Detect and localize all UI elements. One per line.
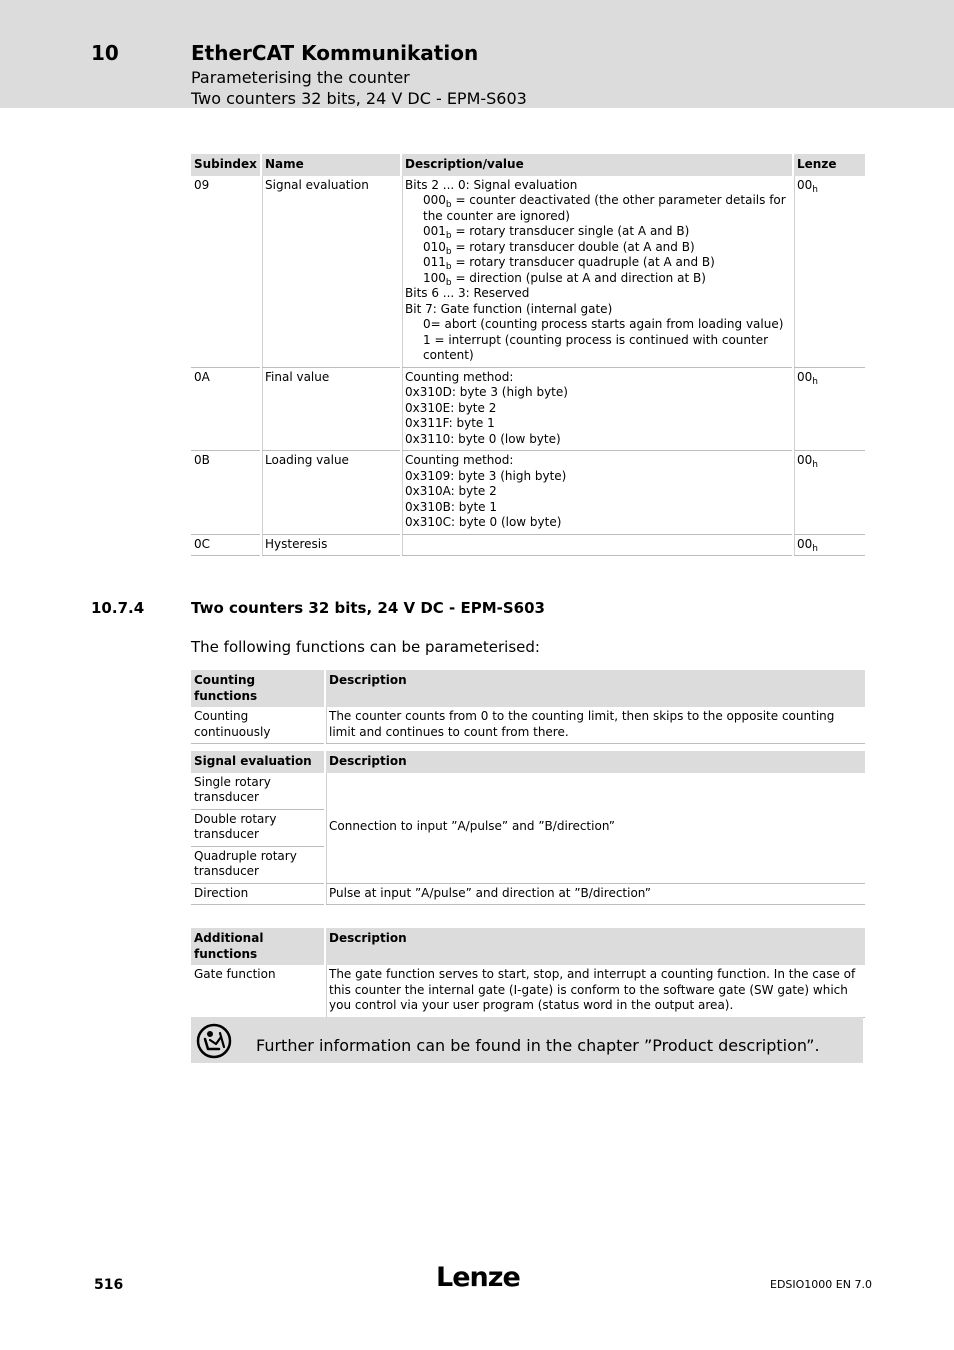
note-text: Further information can be found in the chapter ”Product description”. [256,1036,820,1055]
name-cell: Final value [261,367,401,451]
column-header: Name [261,154,401,176]
info-note [191,1017,863,1063]
column-header: Subindex [191,154,261,176]
table-header-row [191,751,865,773]
signal-evaluation-table [191,751,865,905]
description-cell: The counter counts from 0 to the counting limit, then skips to the opposite counting limit and continues to count from there. [325,707,865,744]
description-cell: Pulse at input ”A/pulse” and direction at ”B/direction” [325,883,865,905]
page-number: 516 [94,1277,124,1293]
desc-line: 0= abort (counting process starts again from loading value) [423,317,784,331]
desc-line: 1 = interrupt (counting process is continued with counter content) [423,332,769,362]
lenze-logo: Lenze [436,1262,520,1293]
lenze-cell: $00_h$ [793,176,865,368]
desc-line: Bits 6 ... 3: Reserved [405,286,530,300]
function-name-cell: Counting continuously [191,707,325,744]
name-cell: Loading value [261,451,401,535]
desc-line: $001_b$ = rotary transducer single (at A and B) [423,224,690,241]
desc-line: $100_b$ = direction (pulse at A and direction at B) [423,270,706,288]
description-cell: Counting method: 0x3109: byte 3 (high byte) 0x310A: byte 2 0x310B: byte 1 0x310C: byte 0 (low byte) [401,451,793,535]
desc-line: $010_b$ = rotary transducer double (at A and B) [423,239,695,257]
additional-functions-table [191,928,865,1018]
subindex-cell: 0C [191,534,261,556]
parameter-table [191,154,865,556]
lenze-cell: $00_h$ [793,367,865,451]
description-cell [401,176,793,368]
table-row [191,965,865,1017]
header-subtitle-2: Two counters 32 bits, 24 V DC - EPM-S603 [191,89,527,108]
signal-name-cell: Direction [191,883,325,905]
table-row [191,773,865,810]
column-header: Description [325,928,865,965]
lenze-cell: $00_h$ [793,451,865,535]
column-header: Counting functions [191,670,325,707]
name-cell: Hysteresis [261,534,401,556]
subindex-cell: 0A [191,367,261,451]
section-number: 10.7.4 [91,599,145,617]
counting-functions-table [191,670,865,744]
intro-text: The following functions can be parameterised: [191,638,540,656]
table-row [191,883,865,905]
merged-description-cell: Connection to input ”A/pulse” and ”B/direction” [325,773,865,884]
chapter-title: EtherCAT Kommunikation [191,41,479,65]
column-header: Description/value [401,154,793,176]
table-row [191,534,865,556]
function-name-cell: Gate function [191,965,325,1017]
desc-line: $000_b$ = counter deactivated (the other parameter details for the counter are ignored) [423,193,786,223]
subindex-cell: 09 [191,176,261,368]
header-subtitle-1: Parameterising the counter [191,68,410,87]
table-header-row [191,154,865,176]
reading-person-icon [196,1023,232,1059]
column-header: Additional functions [191,928,325,965]
chapter-number: 10 [91,41,119,65]
table-header-row [191,670,865,707]
desc-line: Bits 2 ... 0: Signal evaluation [405,177,578,192]
signal-name-cell: Single rotary transducer [191,773,325,810]
table-row [191,451,865,535]
description-cell: The gate function serves to start, stop, and interrupt a counting function. In the case of this counter the internal gate (I-gate) is conform to the software gate (SW gate) which you control via your user program (status word in the output area). [325,965,865,1017]
signal-name-cell: Quadruple rotary transducer [191,846,325,883]
table-row [191,367,865,451]
description-cell: Counting method: 0x310D: byte 3 (high byte) 0x310E: byte 2 0x311F: byte 1 0x3110: byte 0 (low byte) [401,367,793,451]
column-header: Signal evaluation [191,751,325,773]
subindex-cell: 0B [191,451,261,535]
description-cell [401,534,793,556]
signal-name-cell: Double rotary transducer [191,809,325,846]
desc-line: $011_b$ = rotary transducer quadruple (at A and B) [423,255,715,272]
column-header: Description [325,751,865,773]
table-row [191,707,865,744]
table-header-row [191,928,865,965]
lenze-cell: $00_h$ [793,534,865,556]
column-header: Description [325,670,865,707]
name-cell: Signal evaluation [261,176,401,368]
table-row [191,176,865,368]
desc-line: Bit 7: Gate function (internal gate) [405,301,613,316]
column-header: Lenze [793,154,865,176]
section-title: Two counters 32 bits, 24 V DC - EPM-S603 [191,599,545,617]
document-id: EDSIO1000 EN 7.0 [770,1278,872,1291]
